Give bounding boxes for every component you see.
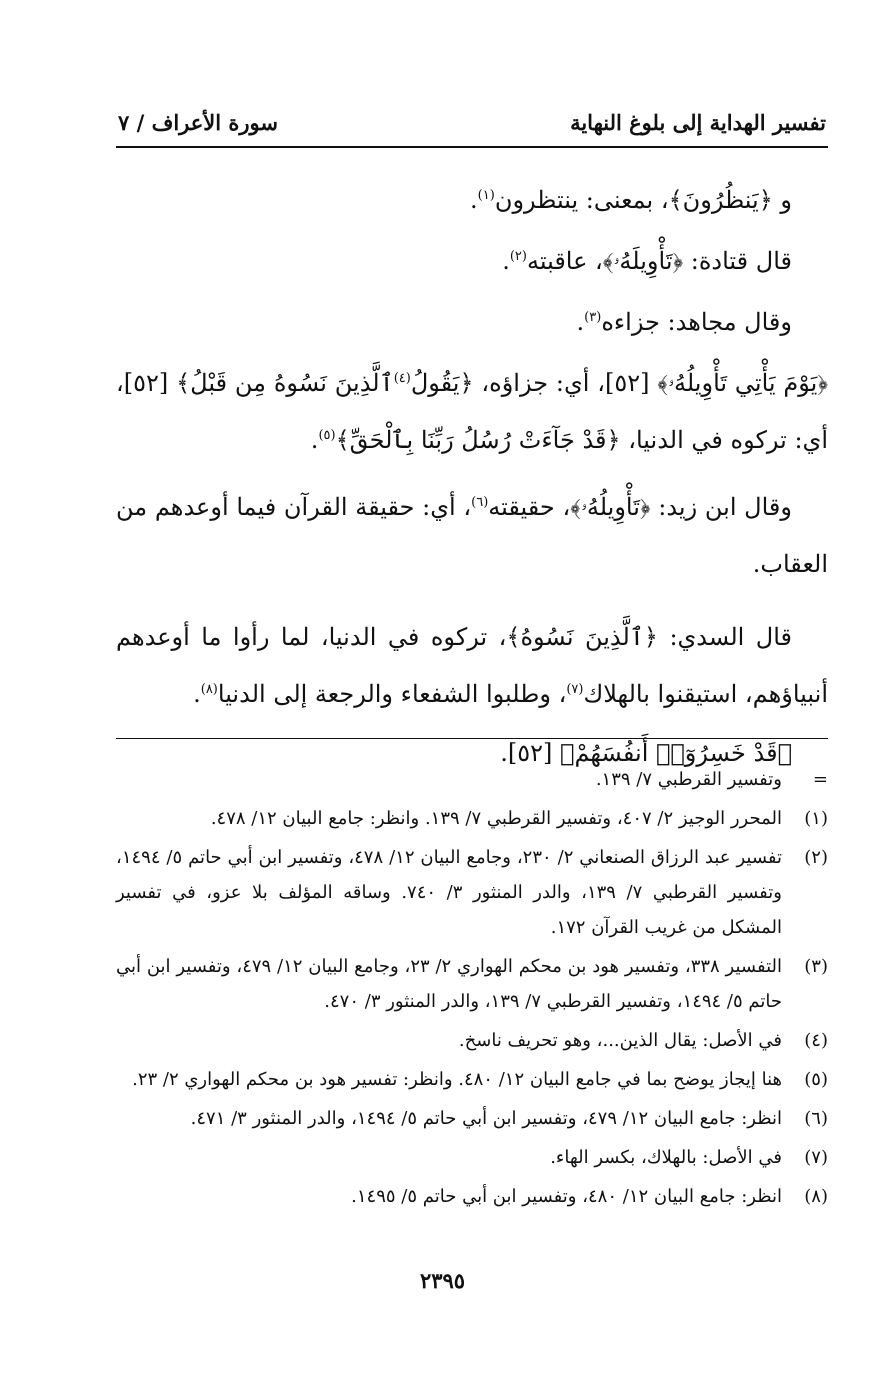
footnote-item (116, 1062, 828, 1097)
footnote-item (116, 1179, 828, 1214)
body-text: ٱلَّذِينَ نَسُوهُ مِن قَبْلُ﴾ [٥٢]، أي: تركوه في الدنيا، ﴿قَدْ جَآءَتْ رُسُلُ رَبِّنَا بِٱلْحَقِّ﴾ (116, 369, 828, 454)
body-text: ﴿قَدْ خَسِرُوٓا۟ أَنفُسَهُمْ﴾ [٥٢]. (500, 739, 792, 767)
body-text: ، أي: حقيقة القرآن فيما أوعدهم من العقاب. (116, 493, 828, 578)
footnote-item (116, 762, 828, 797)
footnote-number: = (812, 769, 828, 790)
body-text: قال قتادة: ﴿تَأْوِيلَهُۥ﴾، عاقبته (526, 247, 792, 275)
footnote-text: المحرر الوجيز ٢/ ٤٠٧، وتفسير القرطبي ٧/ ١٣٩. وانظر: جامع البيان ١٢/ ٤٧٨. (210, 808, 782, 829)
footnote-number: (١) (804, 808, 828, 829)
footnote-ref: (٢) (509, 249, 527, 264)
body-text: ﴿يَوْمَ يَأْتِي تَأْوِيلُهُۥ﴾ [٥٢]، أي: جزاؤه، ﴿يَقُولُ (410, 369, 828, 397)
footnote-ref: (٧) (566, 682, 584, 697)
footnote-item (116, 801, 828, 836)
footnote-text: هنا إيجاز يوضح بما في جامع البيان ١٢/ ٤٨٠. وانظر: تفسير هود بن محكم الهواري ٢/ ٢٣. (132, 1069, 782, 1090)
footnote-item (116, 1101, 828, 1136)
footnote-text: انظر: جامع البيان ١٢/ ٤٧٩، وتفسير ابن أبي حاتم ٥/ ١٤٩٤، والدر المنثور ٣/ ٤٧١. (190, 1108, 782, 1129)
footnote-number: (٥) (804, 1069, 828, 1090)
footnote-ref: (٥) (318, 428, 336, 443)
body-text: و ﴿يَنظُرُونَ﴾، بمعنى: ينتظرون (494, 186, 792, 214)
footnote-item (116, 949, 828, 1019)
body-text: . (310, 426, 319, 454)
footnote-text: انظر: جامع البيان ١٢/ ٤٨٠، وتفسير ابن أبي حاتم ٥/ ١٤٩٥. (351, 1186, 782, 1207)
body-paragraph (116, 609, 828, 723)
body-paragraph (116, 233, 828, 290)
footnote-text: وتفسير القرطبي ٧/ ١٣٩. (595, 769, 782, 790)
running-header (118, 104, 826, 144)
footnote-text: في الأصل: يقال الذين...، وهو تحريف ناسخ. (458, 1030, 782, 1051)
body-paragraph (116, 172, 828, 229)
body-text: . (470, 186, 478, 214)
footnote-text: التفسير ٣٣٨، وتفسير هود بن محكم الهواري ٢/ ٢٣، وجامع البيان ١٢/ ٤٧٩، وتفسير ابن أبي حاتم ٥/ ١٤٩٤، وتفسير القرطبي ٧/ ١٣٩، والدر المنثور ٣/ ٤٧٠. (116, 956, 782, 1012)
page-number: ٢٣٩٥ (419, 1268, 466, 1293)
body-text: . (576, 308, 585, 336)
body-text: . (502, 247, 510, 275)
body-text: وقال ابن زيد: ﴿تَأْوِيلُهُۥ﴾، حقيقته (488, 493, 792, 521)
body-text: قال السدي: ﴿ٱلَّذِينَ نَسُوهُ﴾، تركوه في الدنيا، لما رأوا ما أوعدهم أنبياؤهم، استيقنوا بالهلاك (116, 623, 828, 708)
footnote-number: (٦) (804, 1108, 828, 1129)
body-paragraph (116, 355, 828, 469)
footnote-text: تفسير عبد الرزاق الصنعاني ٢/ ٢٣٠، وجامع البيان ١٢/ ٤٧٨، وتفسير ابن أبي حاتم ٥/ ١٤٩٤، وتفسير القرطبي ٧/ ١٣٩، والدر المنثور ٣/ ٧٤٠. وساقه المؤلف بلا عزو، في تفسير المشكل من غريب القرآن ١٧٢. (116, 847, 782, 938)
footnote-item (116, 840, 828, 945)
footnote-ref: (٨) (200, 682, 218, 697)
footnote-ref: (٤) (393, 371, 411, 386)
body-text: ، وطلبوا الشفعاء والرجعة إلى الدنيا (217, 680, 567, 708)
footnote-ref: (٣) (584, 310, 602, 325)
footnote-number: (٧) (804, 1147, 828, 1168)
footnote-number: (٢) (804, 847, 828, 868)
main-text (116, 172, 828, 782)
body-text: . (193, 680, 201, 708)
footnote-item (116, 1023, 828, 1058)
surah-label: سورة الأعراف / ٧ (118, 110, 279, 135)
body-paragraph (116, 294, 828, 351)
footnote-number: (٣) (804, 956, 828, 977)
footnotes (116, 762, 828, 1218)
body-paragraph (116, 479, 828, 593)
footnote-ref: (١) (477, 188, 495, 203)
footnote-text: في الأصل: بالهلاك، بكسر الهاء. (550, 1147, 782, 1168)
body-text: وقال مجاهد: جزاءه (601, 308, 792, 336)
footnote-separator (116, 738, 828, 739)
footnote-number: (٨) (804, 1186, 828, 1207)
footnote-ref: (٦) (471, 495, 489, 510)
book-title: تفسير الهداية إلى بلوغ النهاية (570, 110, 826, 135)
header-rule (116, 146, 828, 148)
footnote-item (116, 1140, 828, 1175)
footnote-number: (٤) (804, 1030, 828, 1051)
